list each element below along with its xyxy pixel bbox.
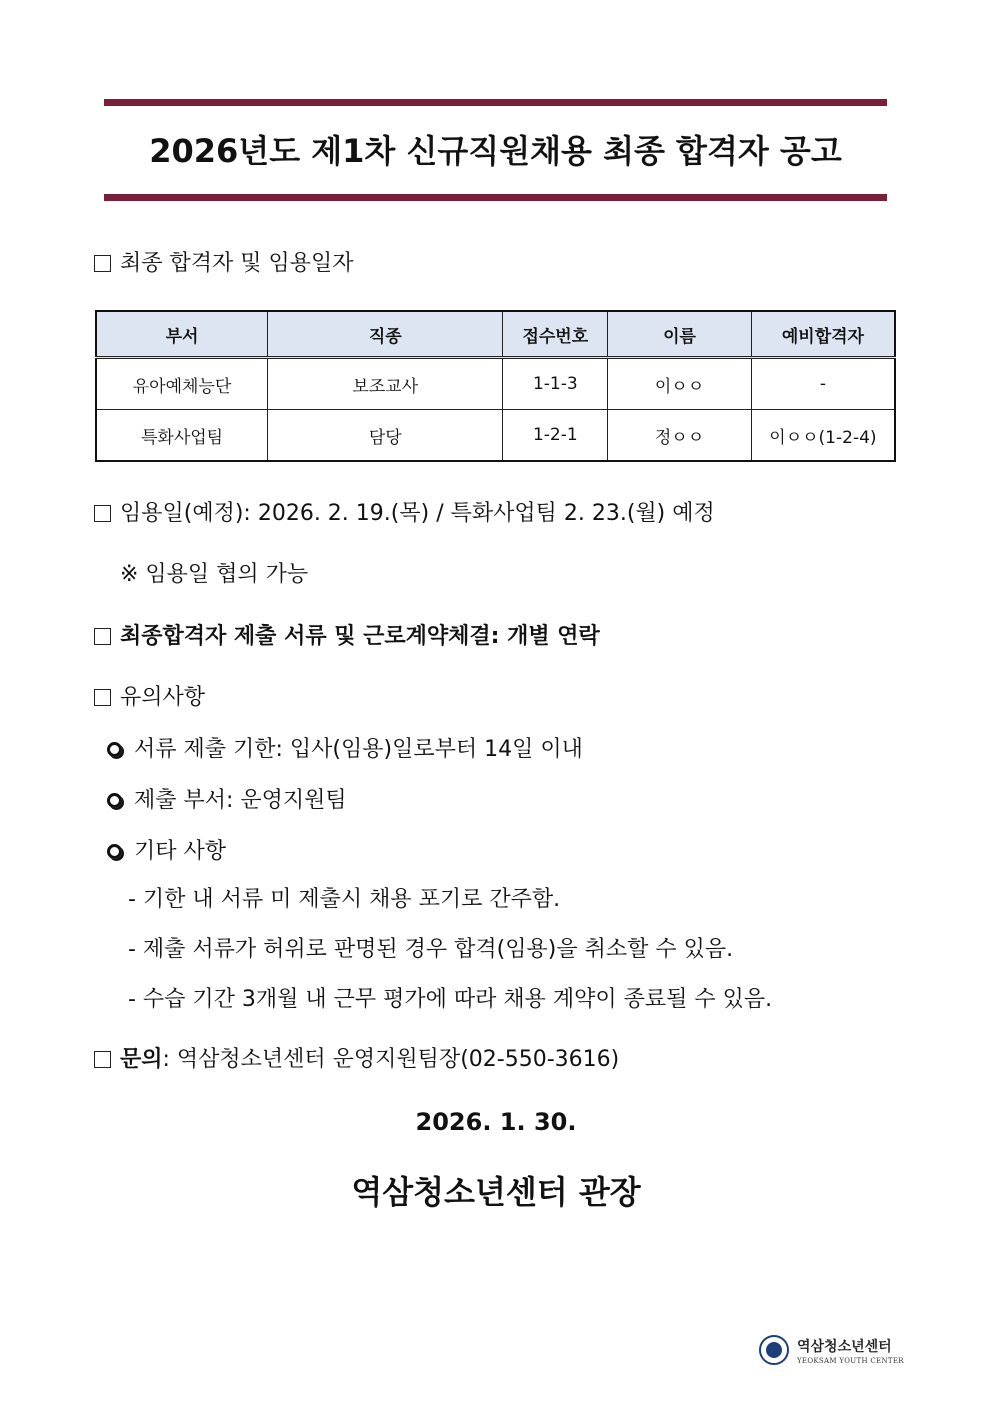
sub-item: - 제출 서류가 허위로 판명된 경우 합격(임용)을 취소할 수 있음. [128,937,734,962]
table-cell: 담당 [268,410,503,462]
bottom-rule [104,194,887,201]
table-cell: 특화사업팀 [96,410,268,462]
square-icon [94,505,111,522]
page-title: 2026년도 제1차 신규직원채용 최종 합격자 공고 [149,132,842,170]
table-row [96,410,895,462]
list-item [107,834,226,865]
table-cell: 보조교사 [268,358,503,410]
center-logo [759,1335,904,1365]
header-name: 이름 [608,311,752,358]
circle-bullet-icon [107,742,122,757]
contact-value: : 역삼청소년센터 운영지원팀장(02-550-3616) [162,1047,620,1072]
header-job-type: 직종 [268,311,503,358]
section-label: 임용일(예정): 2026. 2. 19.(목) / 특화사업팀 2. 23.(월) 예정 [120,501,715,526]
table-header-row [96,311,895,358]
header-application-number: 접수번호 [503,311,608,358]
note-text: ※ 임용일 협의 가능 [120,562,309,587]
sub-item: - 기한 내 서류 미 제출시 채용 포기로 간주함. [128,887,561,912]
section-label: 최종 합격자 및 임용일자 [120,251,354,276]
circle-bullet-icon [107,844,122,859]
announcement-date: 2026. 1. 30. [415,1108,577,1136]
logo-emblem-icon [759,1335,789,1365]
square-icon [94,1051,111,1068]
header-reserve-passer: 예비합격자 [751,311,895,358]
table-cell: 이ㅇㅇ(1-2-4) [751,410,895,462]
table-cell: 1-1-3 [503,358,608,410]
section-label: 유의사항 [120,685,206,710]
square-icon [94,255,111,272]
list-item-text: 서류 제출 기한: 입사(임용)일로부터 14일 이내 [134,737,583,762]
list-item [107,732,583,763]
section-label: 최종합격자 제출 서류 및 근로계약체결: 개별 연락 [120,624,600,649]
table-row [96,358,895,410]
table-cell: 유아예체능단 [96,358,268,410]
signer: 역삼청소년센터 관장 [351,1173,641,1211]
table-cell: 1-2-1 [503,410,608,462]
list-item-text: 제출 부서: 운영지원팀 [134,788,347,813]
list-item-text: 기타 사항 [134,839,227,864]
section-appointment-date [94,496,715,527]
sub-item: - 수습 기간 3개월 내 근무 평가에 따라 채용 계약이 종료될 수 있음. [128,987,773,1012]
section-documents-contract [94,619,600,650]
circle-bullet-icon [107,793,122,808]
section-contact [94,1042,619,1073]
table-cell: 이ㅇㅇ [608,358,752,410]
header-department: 부서 [96,311,268,358]
top-rule [104,99,887,106]
table-cell: 정ㅇㅇ [608,410,752,462]
section-final-passers [94,246,354,277]
table-cell: - [751,358,895,410]
logo-name-en: YEOKSAM YOUTH CENTER [797,1356,904,1365]
result-table [95,310,896,462]
square-icon [94,628,111,645]
contact-label: 문의 [120,1047,163,1072]
list-item [107,783,347,814]
section-notes [94,680,205,711]
square-icon [94,689,111,706]
logo-name-ko: 역삼청소년센터 [797,1338,892,1355]
